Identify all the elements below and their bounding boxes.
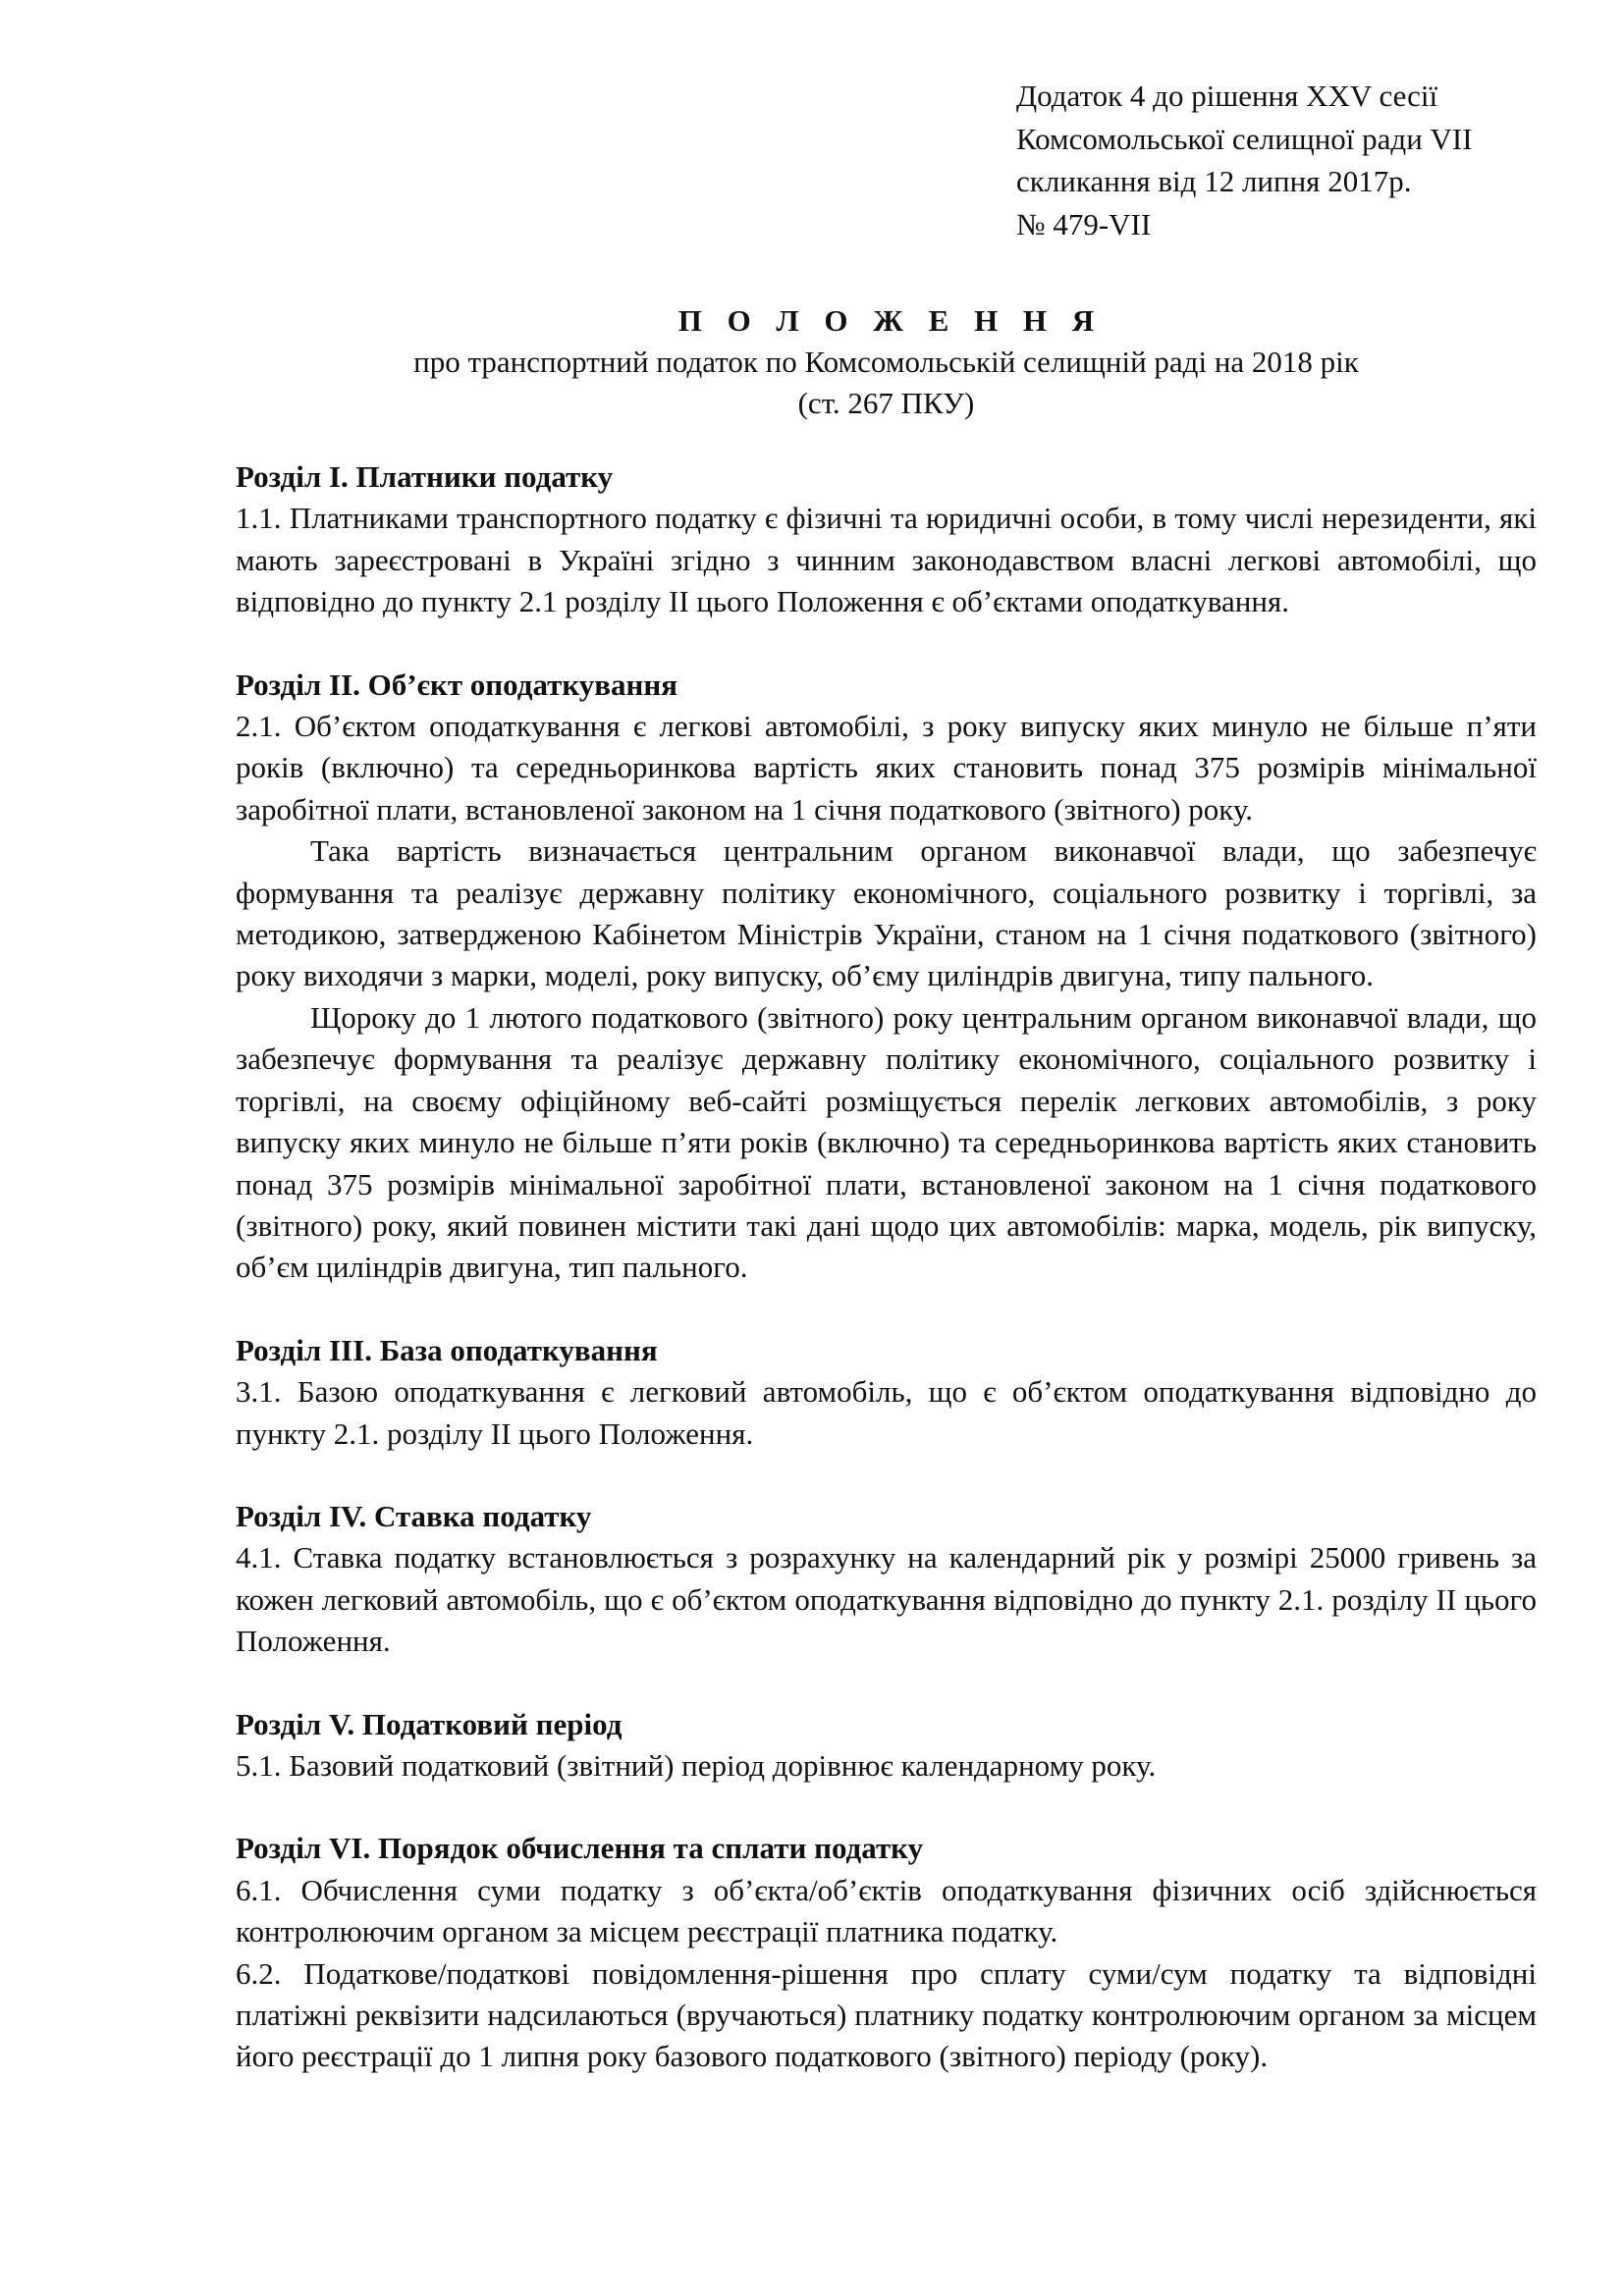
section-heading: Розділ V. Податковий період: [236, 1706, 623, 1741]
paragraph-3-1: 3.1. Базою оподаткування є легковий автомобіль, що є об’єктом оподаткування відповідно до пункту 2.1. розділу II цього Положення.: [236, 1374, 1537, 1451]
section-heading: Розділ VI. Порядок обчислення та сплати податку: [236, 1831, 924, 1866]
paragraph-2-1-cont-1: Така вартість визначається центральним органом виконавчої влади, що забезпечує формування та реалізує державну політику економічного, соціального розвитку і торгівлі, за методикою, затвердженою Кабінетом Міністрів України, станом на 1 січня податкового (звітного) року виходячи з марки, моделі, року випуску, об’єму циліндрів двигуна, типу пального.: [236, 833, 1537, 993]
section-heading: Розділ III. База оподаткування: [236, 1332, 658, 1367]
section-heading: Розділ IV. Ставка податку: [236, 1498, 592, 1533]
section-2: [236, 665, 1537, 1289]
paragraph-2-1-cont-2: Щороку до 1 лютого податкового (звітного) року центральним органом виконавчої влади, що забезпечує формування та реалізує державну політику економічного, соціального розвитку і торгівлі, на своєму офіційному веб-сайті розміщується перелік легкових автомобілів, з року випуску яких минуло не більше п’яти років (включно) та середньоринкова вартість яких становить понад 375 розмірів мінімальної заробітної плати, встановленої законом на 1 січня податкового (звітного) року, який повинен містити такі дані щодо цих автомобілів: марка, модель, рік випуску, об’єм циліндрів двигуна, тип пального.: [236, 999, 1537, 1285]
stamp-line-2: Комсомольської селищної ради VII: [1016, 121, 1473, 156]
stamp-line-3: скликання від 12 липня 2017р.: [1016, 164, 1412, 198]
paragraph-1-1: 1.1. Платниками транспортного податку є фізичні та юридичні особи, в тому числі нерезиденти, які мають зареєстровані в Україні згідно з чинним законодавством власні легкові автомобілі, що відповідно до пункту 2.1 розділу II цього Положення є об’єктами оподаткування.: [236, 501, 1537, 619]
appendix-stamp: [1016, 75, 1566, 245]
section-heading: Розділ I. Платники податку: [236, 459, 614, 494]
paragraph-6-2: 6.2. Податкове/податкові повідомлення-рішення про сплату суми/сум податку та відповідні платіжні реквізити надсилаються (вручаються) платнику податку контролюючим органом за місцем його реєстрації до 1 липня року базового податкового (звітного) періоду (року).: [236, 1955, 1537, 2074]
section-4: [236, 1496, 1537, 1663]
stamp-line-1: Додаток 4 до рішення XXV сесії: [1016, 79, 1438, 113]
paragraph-5-1: 5.1. Базовий податковий (звітний) період дорівнює календарному року.: [236, 1747, 1157, 1783]
document-body: [236, 456, 1537, 2078]
paragraph-6-1: 6.1. Обчислення суми податку з об’єкта/об’єктів оподаткування фізичних осіб здійснюється контролюючим органом за місцем реєстрації платника податку.: [236, 1872, 1537, 1949]
document-title: П О Л О Ж Е Н Н Я: [677, 303, 1104, 338]
document-subtitle: про транспортний податок по Комсомольській селищній раді на 2018 рік: [413, 345, 1359, 379]
title-block: [236, 300, 1537, 424]
paragraph-4-1: 4.1. Ставка податку встановлюється з розрахунку на календарний рік у розмірі 25000 гривень за кожен легковий автомобіль, що є об’єктом оподаткування відповідно до пункту 2.1. розділу II цього Положення.: [236, 1540, 1537, 1659]
document-reference: (ст. 267 ПКУ): [797, 386, 975, 420]
section-1: [236, 456, 1537, 623]
stamp-line-4: № 479-VII: [1016, 206, 1152, 241]
section-heading: Розділ II. Об’єкт оподаткування: [236, 667, 678, 702]
section-6: [236, 1828, 1537, 2077]
paragraph-2-1: 2.1. Об’єктом оподаткування є легкові автомобілі, з року випуску яких минуло не більше п’яти років (включно) та середньоринкова вартість яких становить понад 375 розмірів мінімальної заробітної плати, встановленої законом на 1 січня податкового (звітного) року.: [236, 709, 1537, 827]
section-5: [236, 1704, 1537, 1788]
section-3: [236, 1330, 1537, 1455]
